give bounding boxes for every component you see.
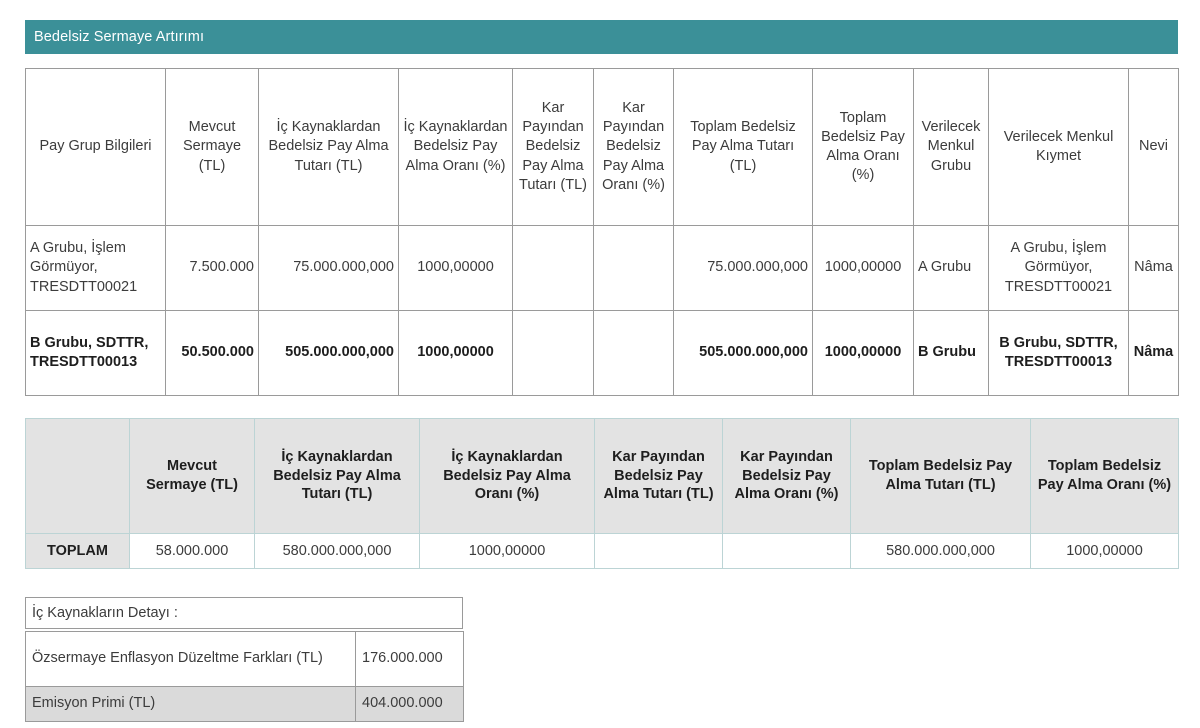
col-total-mevcut-sermaye: Mevcut Sermaye (TL) bbox=[130, 419, 255, 534]
cell-pay-grup-bilgileri: A Grubu, İşlem Görmüyor, TRESDTT00021 bbox=[26, 226, 166, 311]
caption-row bbox=[26, 598, 463, 629]
internal-sources-caption: İç Kaynakların Detayı : bbox=[26, 598, 463, 629]
cell-ic-kaynak-oran: 1000,00000 bbox=[399, 226, 513, 311]
col-verilecek-menkul-kiymet: Verilecek Menkul Kıymet bbox=[989, 69, 1129, 226]
col-total-kar-payindan-bedelsiz-pay-alma-tutari: Kar Payından Bedelsiz Pay Alma Tutarı (TL) bbox=[595, 419, 723, 534]
col-kar-payindan-bedelsiz-pay-alma-tutari: Kar Payından Bedelsiz Pay Alma Tutarı (TL) bbox=[513, 69, 594, 226]
table-row bbox=[26, 687, 464, 722]
cell-mevcut-sermaye: 7.500.000 bbox=[166, 226, 259, 311]
cell-ic-kaynak-tutar: 505.000.000,000 bbox=[259, 311, 399, 396]
cell-total-ic-kaynak-oran: 1000,00000 bbox=[420, 534, 595, 569]
col-toplam-bedelsiz-pay-alma-orani: Toplam Bedelsiz Pay Alma Oranı (%) bbox=[813, 69, 914, 226]
cell-total-kar-payi-tutar bbox=[595, 534, 723, 569]
share-group-detail-table bbox=[25, 68, 1179, 396]
cell-source-value: 404.000.000 bbox=[356, 687, 464, 722]
totals-header-row bbox=[26, 419, 1179, 534]
col-ic-kaynaklardan-bedelsiz-pay-alma-tutari: İç Kaynaklardan Bedelsiz Pay Alma Tutarı (TL) bbox=[259, 69, 399, 226]
cell-menkul-kiymet: A Grubu, İşlem Görmüyor, TRESDTT00021 bbox=[989, 226, 1129, 311]
cell-nevi: Nâma bbox=[1129, 226, 1179, 311]
cell-toplam-tutar: 505.000.000,000 bbox=[674, 311, 813, 396]
cell-toplam-tutar: 75.000.000,000 bbox=[674, 226, 813, 311]
cell-source-name: Emisyon Primi (TL) bbox=[26, 687, 356, 722]
cell-toplam-oran: 1000,00000 bbox=[813, 311, 914, 396]
col-mevcut-sermaye: Mevcut Sermaye (TL) bbox=[166, 69, 259, 226]
table-row bbox=[26, 311, 1179, 396]
cell-kar-payi-tutar bbox=[513, 311, 594, 396]
section-header-bedelsiz-sermaye-artirimi bbox=[25, 20, 1178, 54]
cell-total-kar-payi-oran bbox=[723, 534, 851, 569]
totals-table bbox=[25, 418, 1179, 569]
table-row bbox=[26, 632, 464, 687]
col-total-toplam-bedelsiz-pay-alma-orani: Toplam Bedelsiz Pay Alma Oranı (%) bbox=[1031, 419, 1179, 534]
col-total-ic-kaynaklardan-bedelsiz-pay-alma-tutari: İç Kaynaklardan Bedelsiz Pay Alma Tutarı (TL) bbox=[255, 419, 420, 534]
cell-menkul-kiymet: B Grubu, SDTTR, TRESDTT00013 bbox=[989, 311, 1129, 396]
totals-row bbox=[26, 534, 1179, 569]
col-total-kar-payindan-bedelsiz-pay-alma-orani: Kar Payından Bedelsiz Pay Alma Oranı (%) bbox=[723, 419, 851, 534]
internal-sources-table bbox=[25, 631, 464, 722]
section-title: Bedelsiz Sermaye Artırımı bbox=[34, 29, 205, 45]
cell-kar-payi-oran bbox=[594, 311, 674, 396]
cell-pay-grup-bilgileri: B Grubu, SDTTR, TRESDTT00013 bbox=[26, 311, 166, 396]
cell-source-value: 176.000.000 bbox=[356, 632, 464, 687]
cell-total-ic-kaynak-tutar: 580.000.000,000 bbox=[255, 534, 420, 569]
cell-menkul-grubu: A Grubu bbox=[914, 226, 989, 311]
cell-nevi: Nâma bbox=[1129, 311, 1179, 396]
cell-mevcut-sermaye: 50.500.000 bbox=[166, 311, 259, 396]
col-total-ic-kaynaklardan-bedelsiz-pay-alma-orani: İç Kaynaklardan Bedelsiz Pay Alma Oranı (%) bbox=[420, 419, 595, 534]
col-verilecek-menkul-grubu: Verilecek Menkul Grubu bbox=[914, 69, 989, 226]
cell-ic-kaynak-tutar: 75.000.000,000 bbox=[259, 226, 399, 311]
cell-total-toplam-oran: 1000,00000 bbox=[1031, 534, 1179, 569]
internal-sources-caption-table bbox=[25, 597, 463, 629]
cell-kar-payi-oran bbox=[594, 226, 674, 311]
cell-toplam-label: TOPLAM bbox=[26, 534, 130, 569]
cell-source-name: Özsermaye Enflasyon Düzeltme Farkları (TL) bbox=[26, 632, 356, 687]
col-kar-payindan-bedelsiz-pay-alma-orani: Kar Payından Bedelsiz Pay Alma Oranı (%) bbox=[594, 69, 674, 226]
cell-total-toplam-tutar: 580.000.000,000 bbox=[851, 534, 1031, 569]
cell-total-mevcut-sermaye: 58.000.000 bbox=[130, 534, 255, 569]
col-pay-grup-bilgileri: Pay Grup Bilgileri bbox=[26, 69, 166, 226]
internal-sources-section bbox=[25, 597, 464, 722]
col-total-toplam-bedelsiz-pay-alma-tutari: Toplam Bedelsiz Pay Alma Tutarı (TL) bbox=[851, 419, 1031, 534]
cell-ic-kaynak-oran: 1000,00000 bbox=[399, 311, 513, 396]
cell-toplam-oran: 1000,00000 bbox=[813, 226, 914, 311]
table-row bbox=[26, 226, 1179, 311]
col-nevi: Nevi bbox=[1129, 69, 1179, 226]
cell-menkul-grubu: B Grubu bbox=[914, 311, 989, 396]
col-toplam-bedelsiz-pay-alma-tutari: Toplam Bedelsiz Pay Alma Tutarı (TL) bbox=[674, 69, 813, 226]
col-ic-kaynaklardan-bedelsiz-pay-alma-orani: İç Kaynaklardan Bedelsiz Pay Alma Oranı (%) bbox=[399, 69, 513, 226]
col-total-blank bbox=[26, 419, 130, 534]
cell-kar-payi-tutar bbox=[513, 226, 594, 311]
table-header-row bbox=[26, 69, 1179, 226]
